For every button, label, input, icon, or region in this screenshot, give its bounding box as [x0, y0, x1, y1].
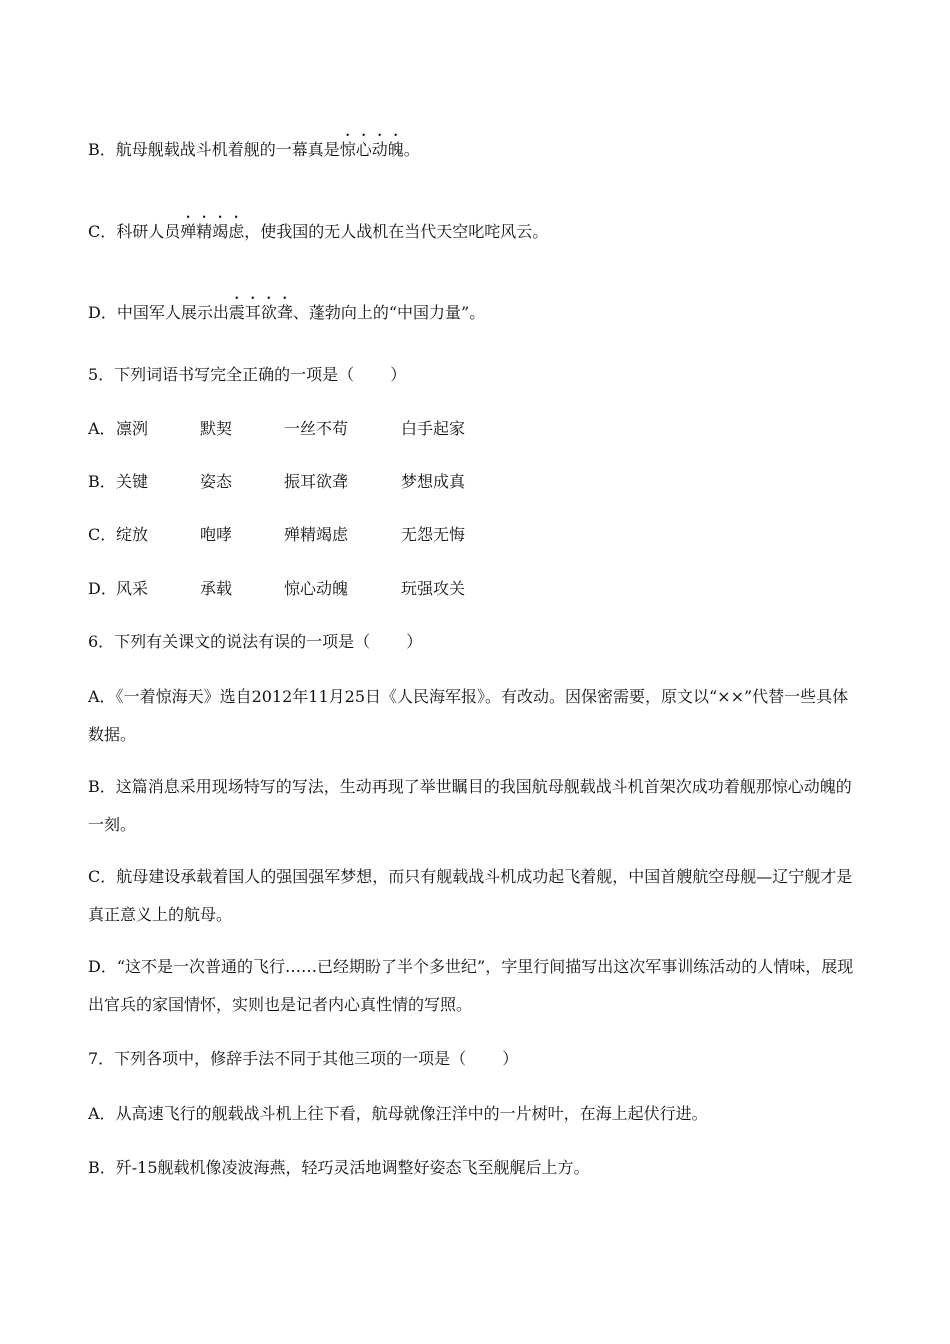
option-text: “这不是一次普通的飞行……已经期盼了半个多世纪”，字里行间描写出这次军事训练活动的人情味，展现出官兵的家国情怀，实则也是记者内心真性情的写照。 [88, 957, 854, 1014]
stem-close: ） [406, 632, 423, 651]
word: 梦想成真 [401, 472, 466, 491]
emphasized-idiom: 惊心动魄 [339, 140, 404, 159]
word: 风采 [116, 579, 149, 598]
question-stem: 6．下列有关课文的说法有误的一项是（ [88, 632, 371, 651]
word: 玩强攻关 [401, 579, 466, 598]
word: 咆哮 [200, 525, 233, 544]
option-text-tail: 、蓬勃向上的“中国力量”。 [292, 303, 486, 322]
word: 殚精竭虑 [284, 525, 349, 544]
q6-option-b [88, 768, 858, 844]
option-letter: D． [88, 957, 117, 976]
option-letter: B． [88, 472, 116, 491]
q6-option-d [88, 948, 858, 1024]
option-text: 科研人员 [116, 222, 181, 241]
option-letter: C． [88, 867, 117, 886]
word: 绽放 [116, 525, 149, 544]
option-text: 航母建设承载着国人的强国强军梦想，而只有舰载战斗机成功起飞着舰，中国首艘航空母舰—辽宁舰才是真正意义上的航母。 [88, 867, 853, 924]
word: 惊心动魄 [284, 579, 349, 598]
option-text: 《一着惊海天》选自2012年11月25日《人民海军报》。有改动。因保密需要，原文以“××”代替一些具体数据。 [88, 687, 849, 744]
option-text: 这篇消息采用现场特写的写法，生动再现了举世瞩目的我国航母舰载战斗机首架次成功着舰那惊心动魄的一刻。 [88, 777, 852, 834]
question-stem: 5．下列词语书写完全正确的一项是（ [88, 365, 355, 384]
q6-option-c [88, 858, 858, 934]
option-text: 航母舰载战斗机着舰的一幕真是 [115, 140, 340, 159]
option-letter: B． [88, 1158, 116, 1177]
q7-stem [88, 1048, 518, 1070]
question-stem: 7．下列各项中，修辞手法不同于其他三项的一项是（ [88, 1049, 467, 1068]
option-letter: B． [88, 777, 116, 796]
word: 默契 [200, 419, 233, 438]
q7-option-b [88, 1157, 590, 1179]
option-letter: C． [88, 525, 117, 544]
word: 凛洌 [116, 419, 149, 438]
option-text: 从高速飞行的舰载战斗机上往下看，航母就像汪洋中的一片树叶，在海上起伏行进。 [115, 1104, 708, 1123]
option-letter: A． [88, 419, 116, 438]
option-letter: D． [88, 303, 117, 322]
stem-close: ） [390, 365, 407, 384]
word: 一丝不苟 [284, 419, 349, 438]
option-letter: D． [88, 579, 117, 598]
word: 承载 [200, 579, 233, 598]
option-letter: B． [88, 140, 116, 159]
emphasized-idiom: 震耳欲聋 [228, 303, 293, 322]
option-text-tail: ，使我国的无人战机在当代天空叱咤风云。 [244, 222, 549, 241]
q6-stem [88, 631, 422, 653]
word: 振耳欲聋 [284, 472, 349, 491]
option-letter: A． [88, 1104, 116, 1123]
option-text: 歼-15舰载机像凌波海燕，轻巧灵活地调整好姿态飞至舰艉后上方。 [115, 1158, 590, 1177]
word: 无怨无悔 [401, 525, 466, 544]
word: 姿态 [200, 472, 233, 491]
stem-close: ） [502, 1049, 519, 1068]
q5-stem [88, 364, 406, 386]
option-letter: A． [88, 687, 116, 706]
q7-option-a [88, 1103, 708, 1125]
q4-option-c [88, 213, 548, 243]
option-text-tail: 。 [403, 140, 420, 159]
word: 关键 [116, 472, 149, 491]
option-letter: C． [88, 222, 117, 241]
q4-option-d [88, 294, 485, 324]
q6-option-a [88, 678, 858, 754]
option-text: 中国军人展示出 [116, 303, 229, 322]
emphasized-idiom: 殚精竭虑 [180, 222, 245, 241]
word: 白手起家 [401, 419, 466, 438]
q4-option-b [88, 131, 420, 161]
